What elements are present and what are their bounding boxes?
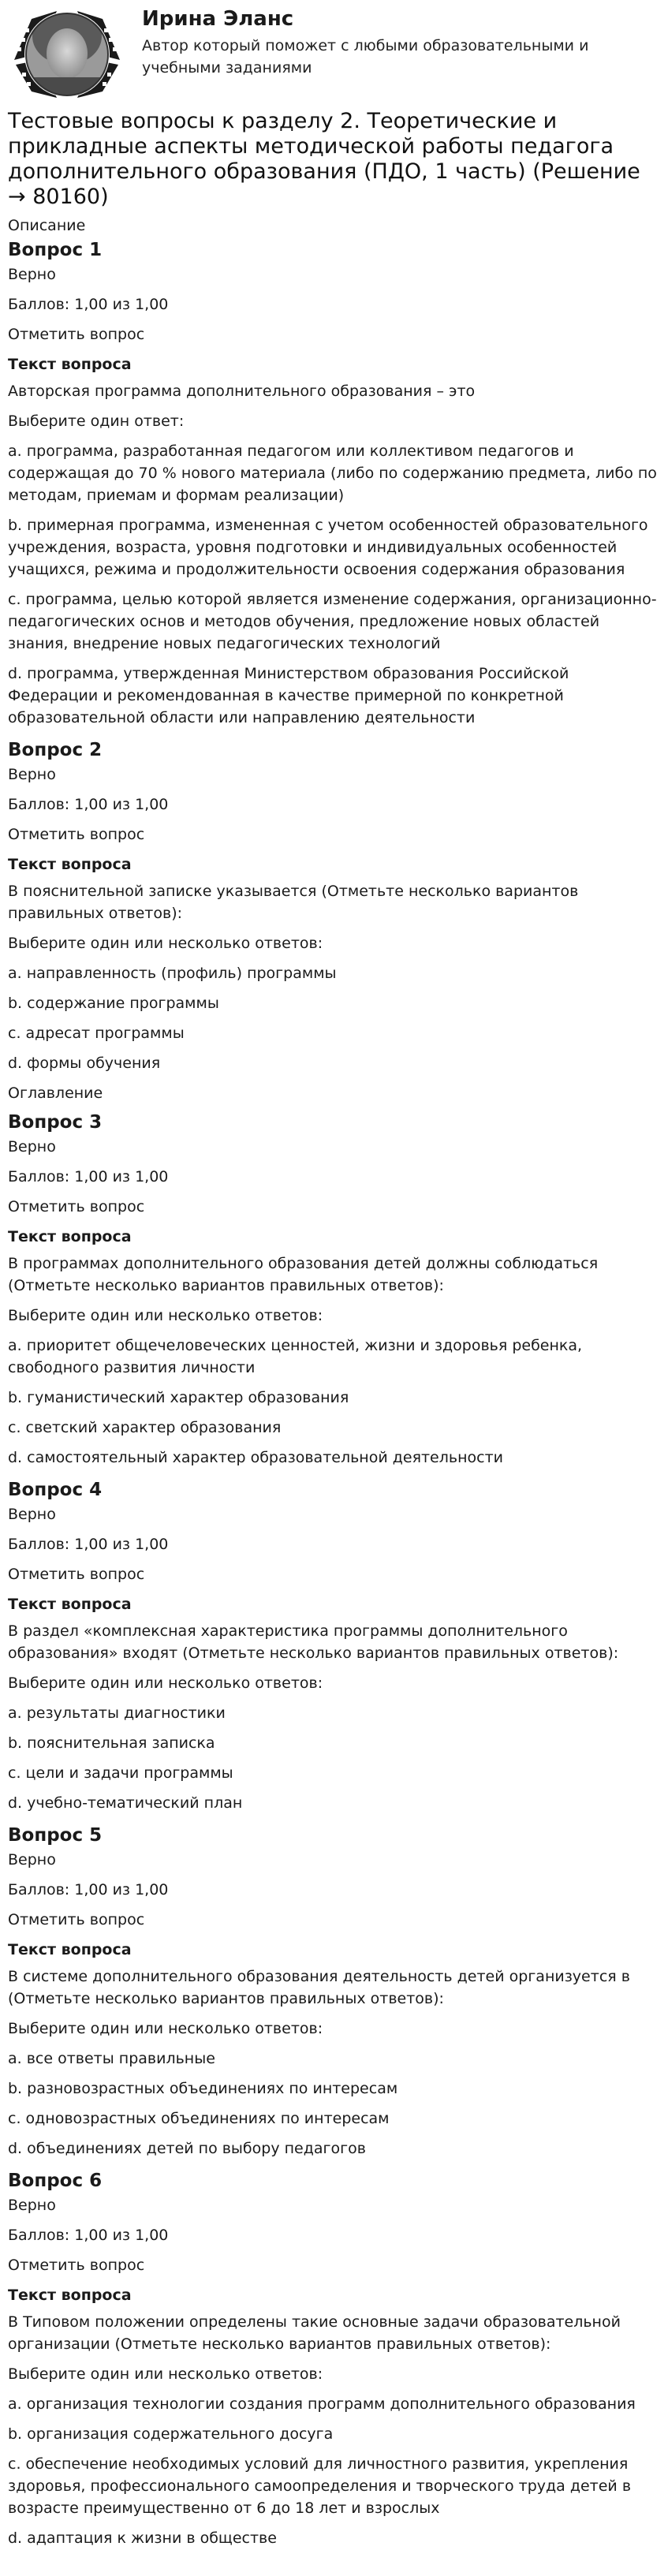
- answer-instruction: Выберите один или несколько ответов:: [8, 2020, 323, 2037]
- question-text-label: Текст вопроса: [8, 1228, 132, 1245]
- answer-option[interactable]: d. учебно-тематический план: [8, 1794, 243, 1812]
- question-score: Баллов: 1,00 из 1,00: [8, 796, 169, 813]
- answer-option[interactable]: a. направленность (профиль) программы: [8, 965, 337, 982]
- author-description: Автор который поможет с любыми образовательными и учебными заданиями: [142, 37, 589, 77]
- question-title: Вопрос 5: [8, 1825, 103, 1846]
- answer-option[interactable]: b. разновозрастных объединениях по интересам: [8, 2080, 398, 2097]
- question-title: Вопрос 4: [8, 1480, 103, 1500]
- avatar[interactable]: [8, 5, 126, 104]
- question-score: Баллов: 1,00 из 1,00: [8, 1536, 169, 1553]
- answer-option[interactable]: a. организация технологии создания программ дополнительного образования: [8, 2395, 636, 2413]
- answer-options: [8, 2048, 660, 2160]
- answer-option[interactable]: c. цели и задачи программы: [8, 1764, 233, 1782]
- question-text-label: Текст вопроса: [8, 2287, 132, 2304]
- question-text: В раздел «комплексная характеристика программы дополнительного образования» входят (Отметьте несколько вариантов правильных ответов):: [8, 1622, 619, 1662]
- author-info: [126, 5, 607, 79]
- question-status: Верно: [8, 2197, 56, 2214]
- answer-option[interactable]: a. результаты диагностики: [8, 1704, 226, 1722]
- question-3: [8, 1109, 660, 1469]
- answer-option[interactable]: b. гуманистический характер образования: [8, 1389, 349, 1406]
- answer-options: [8, 1335, 660, 1469]
- question-text-label: Текст вопроса: [8, 856, 132, 873]
- question-title: Вопрос 6: [8, 2171, 103, 2191]
- test-title: Тестовые вопросы к разделу 2. Теоретические и прикладные аспекты методической работы педагога дополнительного образования (ПДО, 1 часть) (Решение → 80160): [8, 109, 640, 209]
- question-status: Верно: [8, 1506, 56, 1523]
- question-1: [8, 237, 660, 729]
- question-title: Вопрос 3: [8, 1112, 103, 1133]
- answer-option[interactable]: a. все ответы правильные: [8, 2050, 215, 2067]
- question-title: Вопрос 1: [8, 240, 103, 260]
- answer-options: [8, 1702, 660, 1814]
- question-text: В пояснительной записке указывается (Отметьте несколько вариантов правильных ответов):: [8, 883, 579, 922]
- question-2: [8, 737, 660, 1074]
- author-name[interactable]: Ирина Эланс: [142, 7, 294, 31]
- answer-instruction: Выберите один ответ:: [8, 413, 185, 430]
- question-text-label: Текст вопроса: [8, 1596, 132, 1613]
- flag-question-link[interactable]: Отметить вопрос: [8, 1566, 145, 1583]
- answer-option[interactable]: c. светский характер образования: [8, 1419, 282, 1436]
- answer-option[interactable]: a. программа, разработанная педагогом или коллективом педагогов и содержащая до 70 % нового материала (либо по содержанию предмета, либо по методам, приемам и формам реализации): [8, 442, 657, 504]
- answer-option[interactable]: b. пояснительная записка: [8, 1734, 215, 1752]
- question-4: [8, 1477, 660, 1814]
- flag-question-link[interactable]: Отметить вопрос: [8, 1911, 145, 1928]
- answer-option[interactable]: b. примерная программа, измененная с учетом особенностей образовательного учреждения, возраста, уровня подготовки и индивидуальных особенностей учащихся, режима и продолжительности освоения содержания образования: [8, 517, 648, 578]
- answer-option[interactable]: c. обеспечение необходимых условий для личностного развития, укрепления здоровья, профессионального самоопределения и творческого труда детей в возрасте преимущественно от 6 до 18 лет и взрослых: [8, 2455, 632, 2517]
- answer-options: [8, 2393, 660, 2549]
- question-text: В программах дополнительного образования детей должны соблюдаться (Отметьте несколько вариантов правильных ответов):: [8, 1255, 599, 1294]
- question-status: Верно: [8, 1851, 56, 1869]
- question-status: Верно: [8, 766, 56, 783]
- flag-question-link[interactable]: Отметить вопрос: [8, 2257, 145, 2274]
- question-text: Авторская программа дополнительного образования – это: [8, 383, 476, 400]
- question-score: Баллов: 1,00 из 1,00: [8, 2227, 169, 2244]
- question-5: [8, 1822, 660, 2160]
- answer-options: [8, 440, 660, 729]
- question-status: Верно: [8, 266, 56, 283]
- answer-option[interactable]: c. адресат программы: [8, 1025, 185, 1042]
- question-text-label: Текст вопроса: [8, 356, 132, 373]
- answer-option[interactable]: b. содержание программы: [8, 995, 219, 1012]
- question-text: В системе дополнительного образования деятельность детей организуется в (Отметьте несколько вариантов правильных ответов):: [8, 1968, 630, 2007]
- answer-option[interactable]: a. приоритет общечеловеческих ценностей, жизни и здоровья ребенка, свободного развития личности: [8, 1337, 583, 1376]
- answer-instruction: Выберите один или несколько ответов:: [8, 1674, 323, 1692]
- description-label: Описание: [8, 217, 86, 234]
- answer-instruction: Выберите один или несколько ответов:: [8, 1307, 323, 1324]
- answer-option[interactable]: d. программа, утвержденная Министерством образования Российской Федерации и рекомендованная в качестве примерной по конкретной образовательной области или направлению деятельности: [8, 665, 569, 726]
- answer-option[interactable]: c. программа, целью которой является изменение содержания, организационно-педагогических основ и методов обучения, предложение новых областей знания, внедрение новых педагогических технологий: [8, 591, 657, 652]
- author-block: [8, 0, 660, 109]
- question-score: Баллов: 1,00 из 1,00: [8, 296, 169, 313]
- answer-option[interactable]: d. адаптация к жизни в обществе: [8, 2529, 277, 2547]
- flag-question-link[interactable]: Отметить вопрос: [8, 826, 145, 843]
- question-title: Вопрос 2: [8, 740, 103, 760]
- answer-option[interactable]: d. формы обучения: [8, 1055, 161, 1072]
- toc-label: Оглавление: [8, 1085, 103, 1102]
- answer-options: [8, 962, 660, 1074]
- film-strip-icon: [8, 5, 126, 104]
- question-text-label: Текст вопроса: [8, 1941, 132, 1958]
- question-score: Баллов: 1,00 из 1,00: [8, 1881, 169, 1898]
- answer-option[interactable]: d. самостоятельный характер образовательной деятельности: [8, 1449, 504, 1466]
- answer-instruction: Выберите один или несколько ответов:: [8, 2365, 323, 2383]
- question-6: [8, 2167, 660, 2549]
- question-text: В Типовом положении определены такие основные задачи образовательной организации (Отметьте несколько вариантов правильных ответов):: [8, 2313, 621, 2353]
- answer-instruction: Выберите один или несколько ответов:: [8, 935, 323, 952]
- question-status: Верно: [8, 1138, 56, 1155]
- flag-question-link[interactable]: Отметить вопрос: [8, 1198, 145, 1215]
- flag-question-link[interactable]: Отметить вопрос: [8, 326, 145, 343]
- answer-option[interactable]: c. одновозрастных объединениях по интересам: [8, 2110, 390, 2127]
- answer-option[interactable]: b. организация содержательного досуга: [8, 2425, 334, 2443]
- question-score: Баллов: 1,00 из 1,00: [8, 1168, 169, 1185]
- answer-option[interactable]: d. объединениях детей по выбору педагогов: [8, 2140, 366, 2157]
